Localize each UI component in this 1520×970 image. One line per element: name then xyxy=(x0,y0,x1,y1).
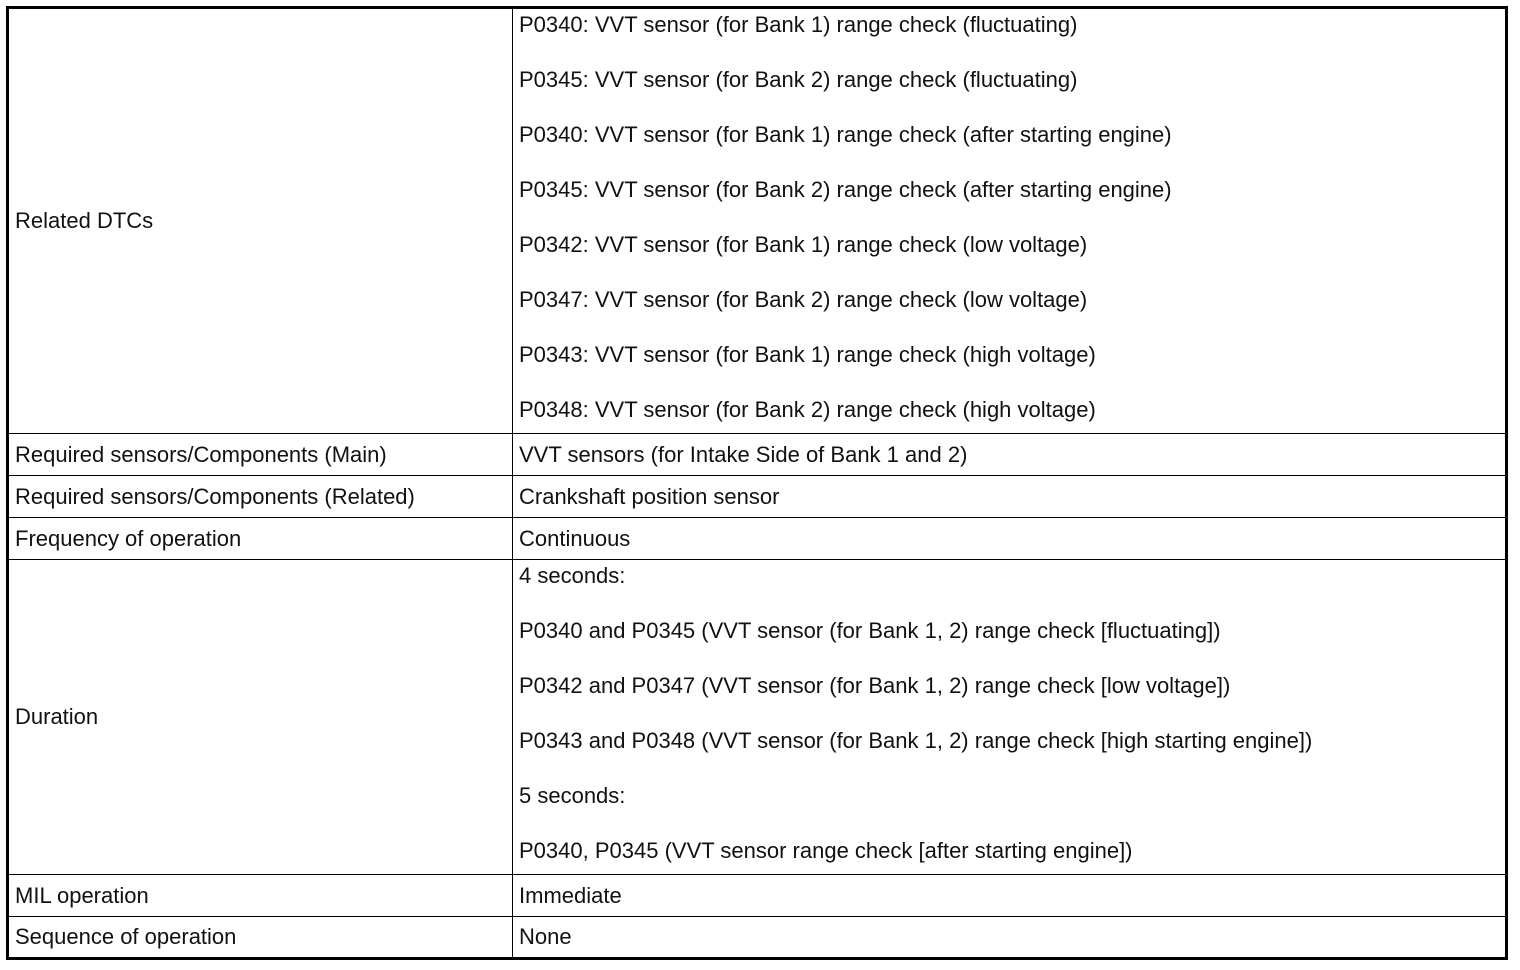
row-value-duration xyxy=(513,560,1507,875)
row-label-related-dtcs: Related DTCs xyxy=(8,8,513,434)
dtc-line: P0342: VVT sensor (for Bank 1) range check (low voltage) xyxy=(519,232,1088,257)
row-label-required-related: Required sensors/Components (Related) xyxy=(8,476,513,518)
dtc-line: P0340: VVT sensor (for Bank 1) range check (fluctuating) xyxy=(519,12,1078,37)
duration-line: P0343 and P0348 (VVT sensor (for Bank 1, 2) range check [high starting engine]) xyxy=(519,728,1313,753)
duration-line: P0342 and P0347 (VVT sensor (for Bank 1, 2) range check [low voltage]) xyxy=(519,673,1231,698)
row-value-sequence: None xyxy=(513,917,1507,959)
duration-line: P0340, P0345 (VVT sensor range check [after starting engine]) xyxy=(519,838,1133,863)
dtc-line: P0343: VVT sensor (for Bank 1) range check (high voltage) xyxy=(519,342,1096,367)
row-value-related-dtcs xyxy=(513,8,1507,434)
row-label-mil-operation: MIL operation xyxy=(8,875,513,917)
duration-line: P0340 and P0345 (VVT sensor (for Bank 1, 2) range check [fluctuating]) xyxy=(519,618,1221,643)
dtc-line: P0345: VVT sensor (for Bank 2) range check (fluctuating) xyxy=(519,67,1078,92)
table-row xyxy=(8,518,1507,560)
row-label-frequency: Frequency of operation xyxy=(8,518,513,560)
row-value-required-related: Crankshaft position sensor xyxy=(513,476,1507,518)
row-value-required-main: VVT sensors (for Intake Side of Bank 1 and 2) xyxy=(513,434,1507,476)
row-label-required-main: Required sensors/Components (Main) xyxy=(8,434,513,476)
row-label-duration: Duration xyxy=(8,560,513,875)
row-value-mil-operation: Immediate xyxy=(513,875,1507,917)
dtc-line: P0347: VVT sensor (for Bank 2) range check (low voltage) xyxy=(519,287,1088,312)
dtc-line: P0345: VVT sensor (for Bank 2) range check (after starting engine) xyxy=(519,177,1172,202)
row-label-sequence: Sequence of operation xyxy=(8,917,513,959)
row-value-frequency: Continuous xyxy=(513,518,1507,560)
table-row xyxy=(8,8,1507,434)
monitor-spec-table xyxy=(6,6,1508,960)
dtc-line: P0340: VVT sensor (for Bank 1) range check (after starting engine) xyxy=(519,122,1172,147)
duration-line: 5 seconds: xyxy=(519,783,626,808)
table-row xyxy=(8,917,1507,959)
table-row xyxy=(8,434,1507,476)
table-row xyxy=(8,560,1507,875)
table-row xyxy=(8,476,1507,518)
table-row xyxy=(8,875,1507,917)
dtc-line: P0348: VVT sensor (for Bank 2) range check (high voltage) xyxy=(519,397,1096,422)
duration-line: 4 seconds: xyxy=(519,563,626,588)
